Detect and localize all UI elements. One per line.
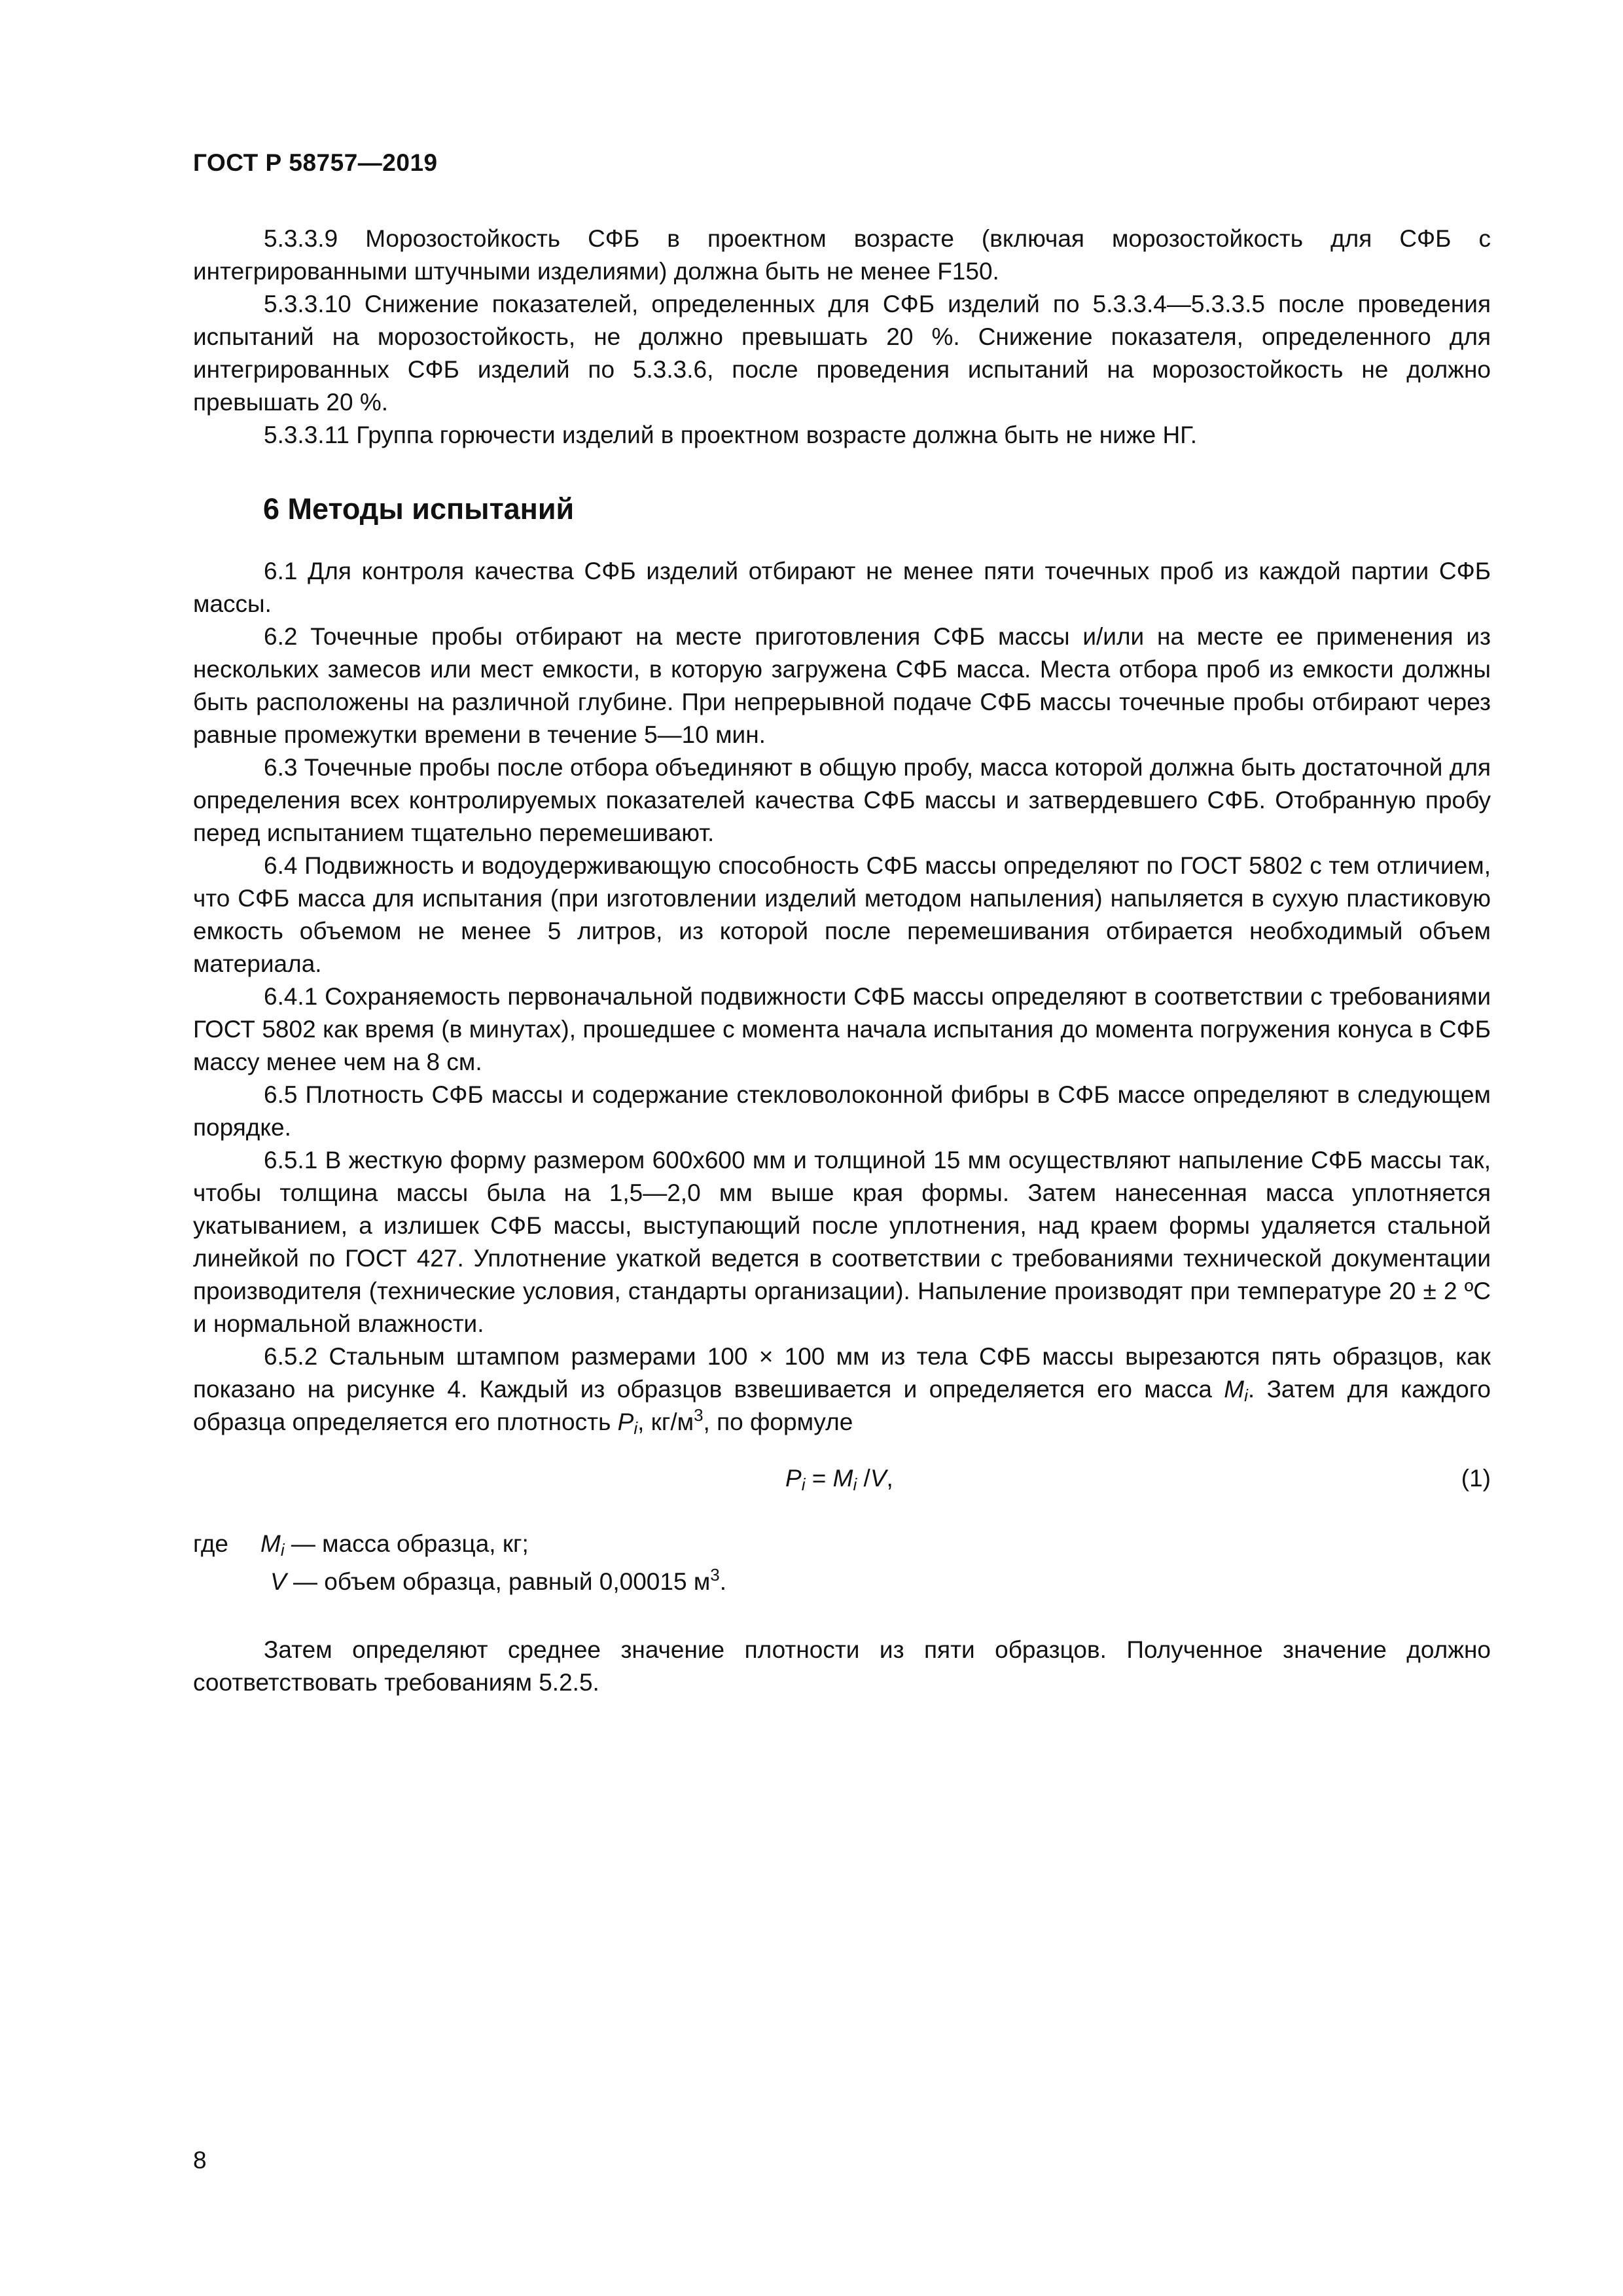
requirements-continuation bbox=[193, 223, 1491, 452]
formula-legend bbox=[193, 1525, 1491, 1601]
section-heading: 6 Методы испытаний bbox=[263, 492, 575, 526]
paragraph-6-1: 6.1 Для контроля качества СФБ изделий отбирают не менее пяти точечных проб из каждой партии СФБ массы. bbox=[193, 558, 1491, 617]
paragraph-average-density: Затем определяют среднее значение плотности из пяти образцов. Полученное значение должно соответствовать требованиям 5.2.5. bbox=[193, 1636, 1491, 1696]
paragraph-6-4-1: 6.4.1 Сохраняемость первоначальной подвижности СФБ массы определяют в соответствии с требованиями ГОСТ 5802 как время (в минутах), прошедшее с момента начала испытания до момента погружения конуса в СФБ массу менее чем на 8 см. bbox=[193, 983, 1491, 1075]
paragraph-5-3-3-11: 5.3.3.11 Группа горючести изделий в проектном возрасте должна быть не ниже НГ. bbox=[264, 422, 1197, 448]
paragraph-6-4: 6.4 Подвижность и водоудерживающую способность СФБ массы определяют по ГОСТ 5802 с тем отличием, что СФБ масса для испытания (при изготовлении изделий методом напыления) напыляется в сухую пластиковую емкость объемом не менее 5 литров, из которой после перемешивания отбирается необходимый объем материала. bbox=[193, 852, 1491, 977]
legend-item-mass: $M_i$ — масса образца, кг; bbox=[260, 1530, 529, 1560]
page-number: 8 bbox=[193, 2147, 207, 2174]
formula-number: (1) bbox=[1461, 1465, 1491, 1492]
legend-line-volume bbox=[193, 1563, 1491, 1601]
legend-where-word: где bbox=[193, 1530, 229, 1557]
paragraph-6-5-2: 6.5.2 Стальным штампом размерами 100 × 100 мм из тела СФБ массы вырезаются пять образцов, как показано на рисунке 4. Каждый из образцов взвешивается и определяется его масса $M_i$. Затем для каждого образца определяется его плотность $P_i$, $кг/м^3$, по формуле bbox=[193, 1343, 1491, 1438]
paragraph-6-3: 6.3 Точечные пробы после отбора объединяют в общую пробу, масса которой должна быть достаточной для определения всех контролируемых показателей качества СФБ массы и затвердевшего СФБ. Отобранную пробу перед испытанием тщательно перемешивают. bbox=[193, 754, 1491, 846]
density-formula: $P_i = M_i$ /V, bbox=[785, 1465, 893, 1494]
paragraph-6-5-1: 6.5.1 В жесткую форму размером 600х600 мм и толщиной 15 мм осуществляют напыление СФБ массы так, чтобы толщина массы была на 1,5—2,0 мм выше края формы. Затем нанесенная масса уплотняется укатыванием, а излишек СФБ массы, выступающий после уплотнения, над краем формы удаляется стальной линейкой по ГОСТ 427. Уплотнение укаткой ведется в соответствии с требованиями технической документации производителя (технические условия, стандарты организации). Напыление производят при температуре 20 ± 2 ºС и нормальной влажности. bbox=[193, 1147, 1491, 1337]
legend-item-volume: V — объем образца, равный 0,00015 $м^3$. bbox=[270, 1565, 727, 1595]
density-formula-row bbox=[193, 1459, 1491, 1498]
paragraph-5-3-3-9: 5.3.3.9 Морозостойкость СФБ в проектном возрасте (включая морозостойкость для СФБ с интегрированными штучными изделиями) должна быть не менее F150. bbox=[193, 225, 1491, 285]
legend-line-mass bbox=[193, 1525, 1491, 1563]
paragraph-5-3-3-10: 5.3.3.10 Снижение показателей, определенных для СФБ изделий по 5.3.3.4—5.3.3.5 после проведения испытаний на морозостойкость, не должно превышать 20 %. Снижение показателя, определенного для интегрированных СФБ изделий по 5.3.3.6, после проведения испытаний на морозостойкость не должно превышать 20 %. bbox=[193, 291, 1491, 416]
paragraph-6-2: 6.2 Точечные пробы отбирают на месте приготовления СФБ массы и/или на месте ее применения из нескольких замесов или мест емкости, в которую загружена СФБ масса. Места отбора проб из емкости должны быть расположены на различной глубине. При непрерывной подаче СФБ массы точечные пробы отбирают через равные промежутки времени в течение 5—10 мин. bbox=[193, 623, 1491, 748]
test-methods-body bbox=[193, 555, 1491, 1439]
standard-header: ГОСТ Р 58757—2019 bbox=[193, 149, 438, 176]
closing-text bbox=[193, 1634, 1491, 1699]
paragraph-6-5: 6.5 Плотность СФБ массы и содержание стекловолоконной фибры в СФБ массе определяют в следующем порядке. bbox=[193, 1081, 1491, 1141]
